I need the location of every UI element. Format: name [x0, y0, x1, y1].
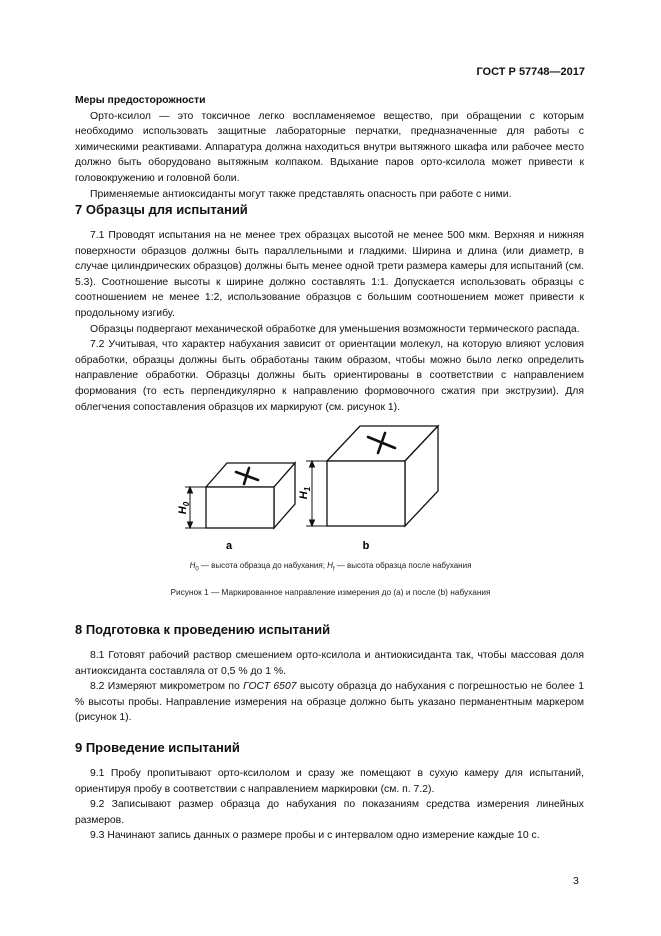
section-7-paragraph-3: 7.2 Учитывая, что характер набухания зависит от ориентации молекул, на которую влияют условия обработки, образцы должны быть обработаны таким образом, чтобы можно было легко определить направление обработки. Образцы должны быть ориентированы в соответствии с направлением формования (то есть перпендикулярно к направлению формовочного сжатия при экструзии). Для облегчения сопоставления образцов их маркируют (см. рисунок 1). — [75, 339, 584, 413]
document-header: ГОСТ Р 57748—2017 — [476, 66, 585, 78]
cube-a-label: a — [225, 540, 233, 552]
section-9-paragraph-2: 9.2 Записывают размер образца до набухания по показаниям средства измерения линейных размеров. — [75, 799, 584, 826]
precautions-title: Меры предосторожности — [75, 95, 206, 106]
figure-caption: Рисунок 1 — Маркированное направление измерения до (a) и после (b) набухания — [170, 587, 491, 597]
section-7-paragraph-2: Образцы подвергают механической обработке для уменьшения возможности термического распада. — [90, 323, 580, 335]
section-8-paragraph-2: 8.2 Измеряют микрометром по ГОСТ 6507 высоту образца до набухания с погрешностью не более 1 % высоты пробы. Направление измерения на образце должно быть указано перманентным маркером (рисунок 1). — [75, 681, 584, 724]
page-number: 3 — [573, 875, 579, 887]
section-8-title: 8 Подготовка к проведению испытаний — [75, 622, 331, 637]
section-7-title: 7 Образцы для испытаний — [75, 202, 248, 217]
cube-a-front-face — [206, 487, 274, 528]
section-9-paragraph-1: 9.1 Пробу пропитывают орто-ксилолом и сразу же помещают в сухую камеру для испытаний, ориентируя пробу в соответствии с направлением маркировки (см. п. 7.2). — [75, 768, 584, 795]
h1-label: $H_1$ — [298, 486, 312, 500]
section-9-body — [75, 766, 584, 844]
cube-b-label: b — [362, 540, 370, 552]
precautions-paragraph-1: Орто-ксилол — это токсичное легко воспламеняемое вещество, при обращении с которым необходимо использовать защитные лабораторные перчатки, предназначенные для работы с химическими реактивами. Аппаратура должна находиться внутри вытяжного шкафа или рабочее место должно быть оборудовано вытяжным колпаком. Вдыхание паров орто-ксилола может привести к головокружению и головной боли. — [75, 110, 584, 184]
section-7-paragraph-1: 7.1 Проводят испытания на не менее трех образцах высотой не менее 500 мкм. Верхняя и нижняя поверхности образцов должны быть параллельными и гладкими. Ширина и длина (или диаметр, в случае цилиндрических образцов) должны быть менее одной трети размера камеры для испытаний (см. 5.3). Соотношение высоты к ширине должно составлять 1:1. Допускается использовать образцы с соотношением не менее 1:2, использование образцов с большим соотношением может привести к продольному изгибу. — [75, 230, 584, 319]
gost-6507-reference: ГОСТ 6507 — [243, 681, 297, 693]
section-8-body — [75, 648, 584, 726]
figure-legend: $H_0$ — высота образца до набухания; $H_f$ — высота образца после набухания — [189, 561, 472, 573]
section-9-paragraph-3: 9.3 Начинают запись данных о размере пробы и с интервалом одно измерение каждые 10 с. — [90, 830, 540, 842]
h0-label: $H_0$ — [177, 501, 191, 515]
cube-b-front-face — [327, 461, 405, 526]
precautions-paragraph-2: Применяемые антиоксиданты могут также представлять опасность при работе с ними. — [90, 188, 512, 200]
section-9-title: 9 Проведение испытаний — [75, 740, 240, 755]
section-8-paragraph-1: 8.1 Готовят рабочий раствор смешением орто-ксилола и антиокисиданта так, чтобы массовая доля антиоксиданта составляла от 0,5 % до 1 %. — [75, 650, 584, 677]
